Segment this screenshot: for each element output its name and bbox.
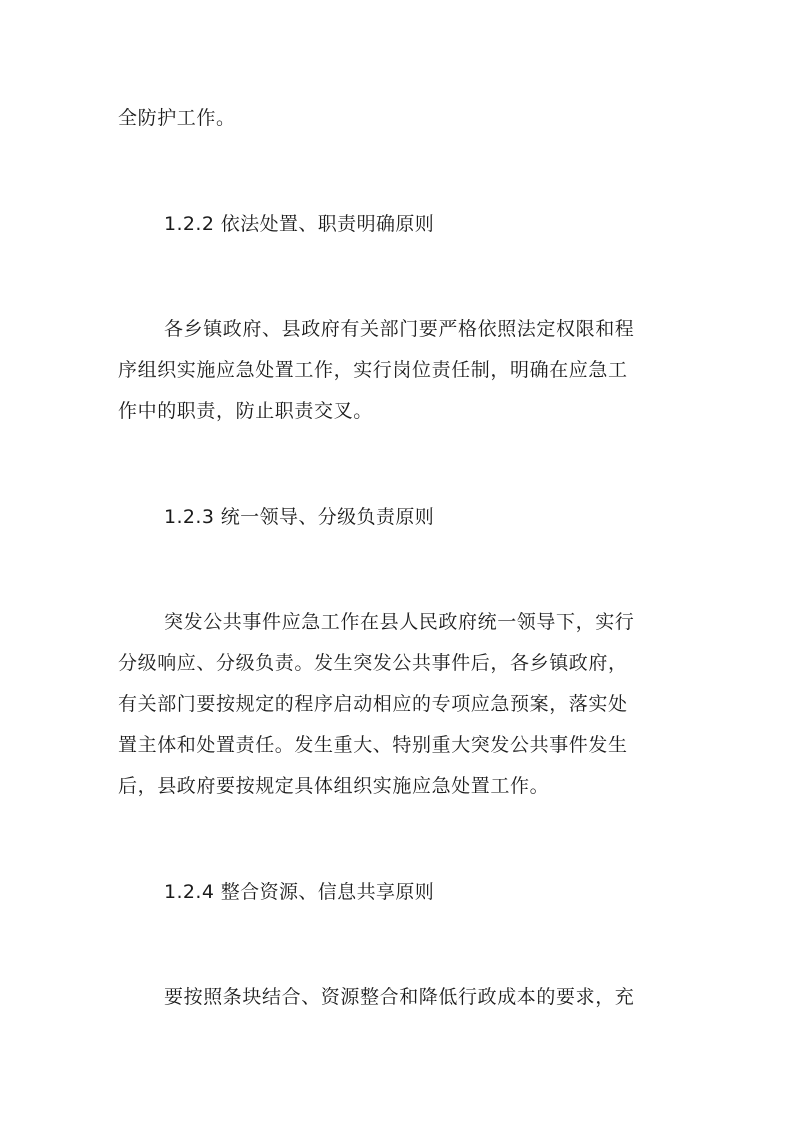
paragraph-line: 后，县政府要按规定具体组织实施应急处置工作。 <box>118 775 550 797</box>
paragraph-line: 置主体和处置责任。发生重大、特别重大突发公共事件发生 <box>118 734 628 756</box>
paragraph-line: 分级响应、分级负责。发生突发公共事件后，各乡镇政府， <box>118 652 628 674</box>
continuation-text: 全防护工作。 <box>118 107 236 129</box>
paragraph-line: 作中的职责，防止职责交叉。 <box>118 400 373 422</box>
paragraph-line: 有关部门要按规定的程序启动相应的专项应急预案，落实处 <box>118 693 628 715</box>
paragraph-line: 序组织实施应急处置工作，实行岗位责任制，明确在应急工 <box>118 359 628 381</box>
paragraph-line: 各乡镇政府、县政府有关部门要严格依照法定权限和程 <box>164 318 635 340</box>
section-heading-1-2-2: 1.2.2 依法处置、职责明确原则 <box>164 213 435 235</box>
paragraph-line: 突发公共事件应急工作在县人民政府统一领导下，实行 <box>164 611 635 633</box>
section-heading-1-2-4: 1.2.4 整合资源、信息共享原则 <box>164 881 435 903</box>
paragraph-line: 要按照条块结合、资源整合和降低行政成本的要求，充 <box>164 986 635 1008</box>
section-heading-1-2-3: 1.2.3 统一领导、分级负责原则 <box>164 506 435 528</box>
